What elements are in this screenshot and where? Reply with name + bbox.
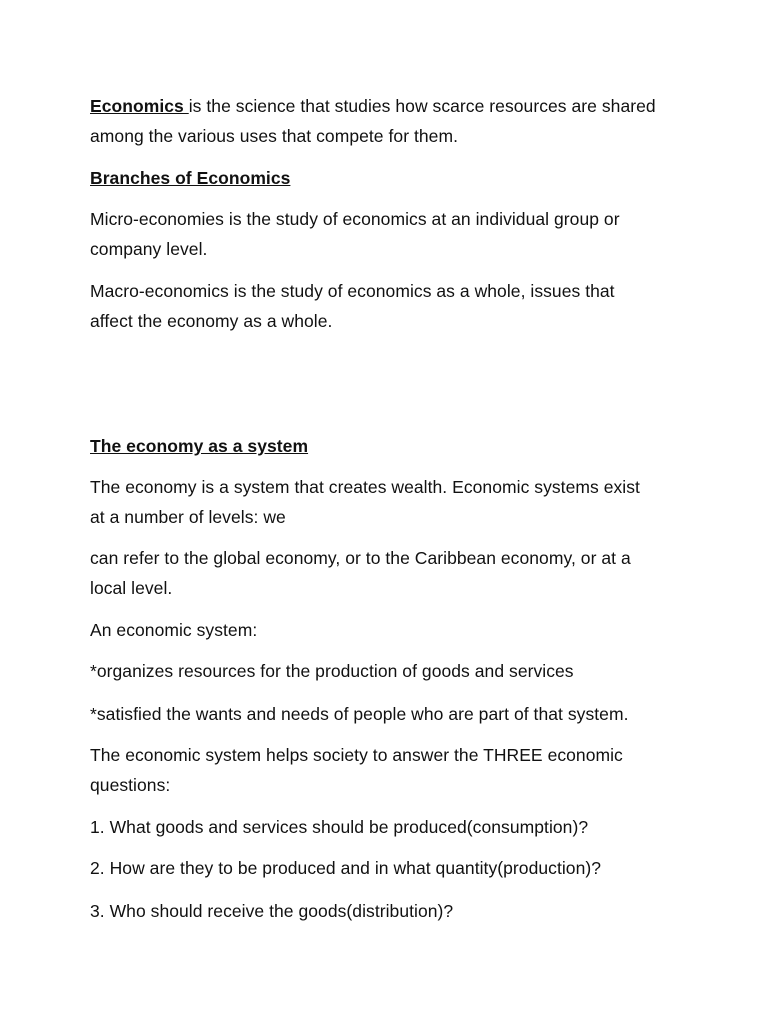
system-heading: The economy as a system <box>90 436 309 456</box>
question-3-text: 3. Who should receive the goods(distribution)? <box>90 901 454 921</box>
economics-definition <box>90 91 690 151</box>
bullet-organizes-text: *organizes resources for the production of goods and services <box>90 661 574 681</box>
question-2 <box>90 853 690 883</box>
micro-line-2: company level. <box>90 239 208 259</box>
system-heading-block <box>90 431 690 461</box>
bullet-satisfied-text: *satisfied the wants and needs of people who are part of that system. <box>90 704 629 724</box>
bullet-organizes <box>90 656 690 686</box>
questions-intro-line-1: The economic system helps society to answer the THREE economic <box>90 745 623 765</box>
system-intro-paragraph <box>90 472 690 532</box>
questions-intro-line-2: questions: <box>90 775 171 795</box>
system-intro-line-1: The economy is a system that creates wealth. Economic systems exist <box>90 477 640 497</box>
macro-line-2: affect the economy as a whole. <box>90 311 333 331</box>
macro-economics-paragraph <box>90 276 690 336</box>
question-2-text: 2. How are they to be produced and in what quantity(production)? <box>90 858 602 878</box>
system-levels-line-1: can refer to the global economy, or to the Caribbean economy, or at a <box>90 548 631 568</box>
questions-intro-paragraph <box>90 740 690 800</box>
question-3 <box>90 896 690 926</box>
system-levels-line-2: local level. <box>90 578 173 598</box>
micro-economics-paragraph <box>90 204 690 264</box>
branches-heading-block <box>90 163 690 193</box>
branches-heading: Branches of Economics <box>90 168 291 188</box>
economic-system-lead <box>90 615 690 645</box>
bullet-satisfied <box>90 699 690 729</box>
system-intro-line-2: at a number of levels: we <box>90 507 286 527</box>
economics-term: Economics <box>90 96 189 116</box>
question-1-text: 1. What goods and services should be produced(consumption)? <box>90 817 589 837</box>
definition-line-1 <box>90 91 690 121</box>
macro-line-1: Macro-economics is the study of economics as a whole, issues that <box>90 281 615 301</box>
definition-text-1: is the science that studies how scarce resources are shared <box>188 96 656 116</box>
question-1 <box>90 812 690 842</box>
definition-line-2: among the various uses that compete for them. <box>90 126 458 146</box>
micro-line-1: Micro-economies is the study of economics at an individual group or <box>90 209 620 229</box>
system-levels-paragraph <box>90 543 690 603</box>
economic-system-lead-text: An economic system: <box>90 620 258 640</box>
